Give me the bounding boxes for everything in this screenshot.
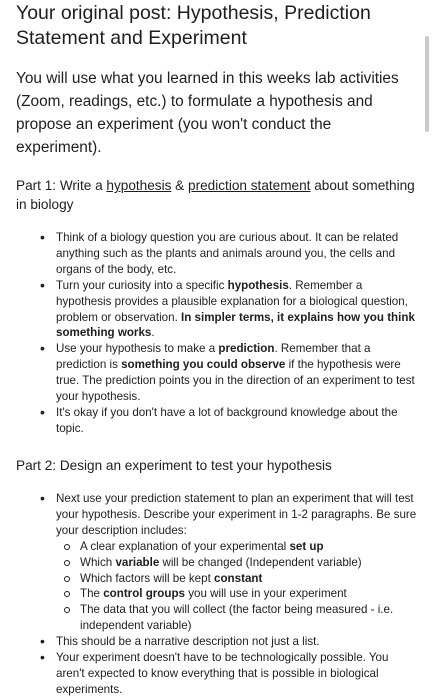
part2-list <box>40 491 420 698</box>
list-item-text: Use your hypothesis to make a <box>56 342 219 356</box>
part1-heading-suffix: about something in biology <box>16 178 415 212</box>
bold-term-prediction: prediction <box>218 342 275 356</box>
list-item-text: This should be a narrative description not just a list. <box>56 635 320 649</box>
part1-heading-amp: & <box>171 178 189 193</box>
part1-heading-prefix: Part 1: Write a <box>16 178 107 193</box>
prediction-statement-link[interactable]: prediction statement <box>188 178 311 193</box>
bold-emphasis: In simpler terms, it explains how you think something works <box>56 310 415 340</box>
list-item <box>40 278 420 342</box>
sub-item-text: A clear explanation of your experimental <box>80 539 290 553</box>
part1-list <box>40 230 420 437</box>
bold-term: set up <box>289 539 324 553</box>
bold-term: constant <box>214 571 263 585</box>
part1-heading <box>16 176 416 214</box>
sub-item-text: Which factors will be kept <box>80 571 215 585</box>
list-item-text: if the hypothesis were true. The prediction points you in the direction of an experiment to test your hypothesis. <box>56 358 415 404</box>
sub-list-item <box>56 571 420 587</box>
bold-term: control groups <box>103 587 185 601</box>
sub-list <box>56 539 420 634</box>
sub-list-item <box>56 555 420 571</box>
list-item-text: . Remember a hypothesis provides a plausible explanation for a biological question, problem or observation. <box>56 278 408 324</box>
sub-item-text: Which <box>80 555 116 569</box>
bold-term: variable <box>115 555 160 569</box>
sub-item-text: The data that you will collect (the factor being measured - i.e. independent variable) <box>80 603 394 633</box>
list-item <box>40 341 420 405</box>
list-item-text: Think of a biology question you are curious about. It can be related anything such as the plants and animals around you, the cells and organs of the body, etc. <box>56 231 399 276</box>
sub-item-text: you will use in your experiment <box>185 587 347 601</box>
bold-emphasis: something you could observe <box>121 358 286 372</box>
sub-list-item <box>56 539 420 555</box>
list-item <box>40 634 420 650</box>
intro-paragraph: You will use what you learned in this weeks lab activities (Zoom, readings, etc.) to formulate a hypothesis and propose an experiment (you won't conduct the experiment). <box>16 70 399 156</box>
list-item-text: Next use your prediction statement to plan an experiment that will test your hypothesis. Describe your experiment in 1-2 paragraphs. Be sure your description includes: <box>56 492 417 537</box>
list-item-text: Turn your curiosity into a specific <box>56 278 228 292</box>
part2-heading: Part 2: Design an experiment to test your hypothesis <box>16 458 332 473</box>
sub-item-text: will be changed (Independent variable) <box>159 555 362 569</box>
list-item <box>40 650 420 698</box>
list-item-text: . <box>151 326 155 340</box>
bold-term-hypothesis: hypothesis <box>227 278 289 292</box>
hypothesis-link[interactable]: hypothesis <box>106 178 172 193</box>
list-item-text: . Remember that a prediction is <box>56 342 371 372</box>
sub-item-text: The <box>80 587 104 601</box>
page-title: Your original post: Hypothesis, Prediction Statement and Experiment <box>16 2 371 49</box>
list-item <box>40 491 420 634</box>
list-item-text: Your experiment doesn't have to be technologically possible. You aren't expected to know everything that is possible in biological experiments. <box>56 651 389 696</box>
list-item <box>40 405 420 437</box>
list-item-text: It's okay if you don't have a lot of background knowledge about the topic. <box>56 405 398 435</box>
list-item <box>40 230 420 278</box>
scrollbar[interactable] <box>425 36 429 132</box>
sub-list-item <box>56 602 420 634</box>
sub-list-item <box>56 586 420 602</box>
